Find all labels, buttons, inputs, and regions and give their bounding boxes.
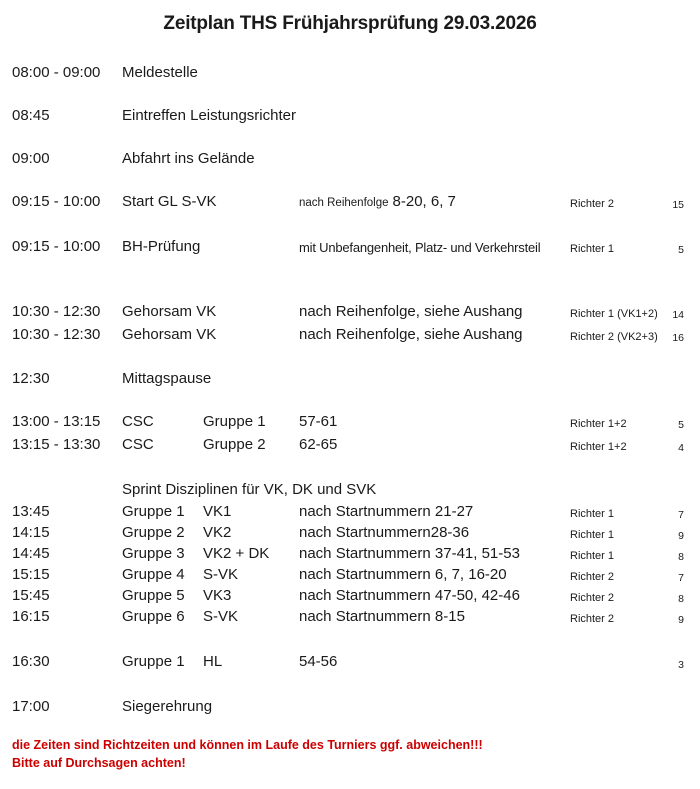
activity-cell: Meldestelle (122, 64, 198, 81)
judge-cell: Richter 2 (VK2+3) (570, 331, 658, 343)
time-cell: 16:30 (12, 653, 50, 670)
schedule-row (0, 608, 700, 627)
judge-cell: Richter 1 (570, 550, 615, 562)
group-cell: VK2 (203, 524, 232, 541)
group-cell: HL (203, 653, 223, 670)
schedule-row (0, 545, 700, 564)
time-cell: 12:30 (12, 370, 50, 387)
time-cell: 09:00 (12, 150, 50, 167)
footer-warning (12, 736, 483, 772)
time-cell: 10:30 - 12:30 (12, 326, 101, 343)
schedule-row (0, 566, 700, 585)
activity-cell: Gruppe 5 (122, 587, 185, 604)
schedule-row (0, 326, 700, 345)
activity-cell: Gruppe 1 (122, 503, 185, 520)
group-cell: VK1 (203, 503, 232, 520)
schedule-row (0, 436, 700, 455)
activity-cell: Start GL S-VK (122, 193, 217, 210)
count-cell: 3 (678, 659, 684, 671)
judge-cell: Richter 1 (VK1+2) (570, 308, 658, 320)
activity-cell: CSC (122, 413, 154, 430)
group-cell: VK2 + DK (203, 545, 270, 562)
activity-cell: Abfahrt ins Gelände (122, 150, 255, 167)
schedule-row (0, 413, 700, 432)
time-cell: 14:15 (12, 524, 50, 541)
time-cell: 09:15 - 10:00 (12, 193, 101, 210)
time-cell: 13:45 (12, 503, 50, 520)
group-cell: Gruppe 1 (203, 413, 266, 430)
detail-cell: nach Reihenfolge, siehe Aushang (299, 303, 523, 320)
count-cell: 16 (672, 332, 684, 344)
count-cell: 9 (678, 530, 684, 542)
detail-cell: nach Startnummern 8-15 (299, 608, 465, 625)
schedule-row (0, 150, 700, 169)
time-cell: 14:45 (12, 545, 50, 562)
detail-cell: mit Unbefangenheit, Platz- und Verkehrsteil (299, 240, 541, 255)
detail-cell: nach Startnummern 47-50, 42-46 (299, 587, 520, 604)
activity-cell: Gruppe 2 (122, 524, 185, 541)
group-cell: S-VK (203, 608, 239, 625)
count-cell: 9 (678, 614, 684, 626)
count-cell: 7 (678, 509, 684, 521)
time-cell: 13:15 - 13:30 (12, 436, 101, 453)
page-title: Zeitplan THS Frühjahrsprüfung 29.03.2026 (163, 13, 537, 34)
footer-line-2: Bitte auf Durchsagen achten! (12, 756, 186, 770)
schedule-row (0, 370, 700, 389)
detail-text: 8-20, 6, 7 (392, 193, 456, 210)
judge-cell: Richter 2 (570, 198, 615, 210)
judge-cell: Richter 2 (570, 571, 615, 583)
count-cell: 5 (678, 419, 684, 431)
schedule-row (0, 107, 700, 126)
group-cell: Gruppe 2 (203, 436, 266, 453)
time-cell: 13:00 - 13:15 (12, 413, 101, 430)
schedule-row (0, 303, 700, 322)
activity-cell: BH-Prüfung (122, 238, 201, 255)
judge-cell: Richter 1+2 (570, 418, 627, 430)
judge-cell: Richter 1 (570, 529, 615, 541)
count-cell: 5 (678, 244, 684, 256)
schedule-row (0, 503, 700, 522)
activity-cell: Gruppe 3 (122, 545, 185, 562)
schedule-row (0, 653, 700, 672)
time-cell: 16:15 (12, 608, 50, 625)
count-cell: 7 (678, 572, 684, 584)
time-cell: 15:15 (12, 566, 50, 583)
activity-cell: Gruppe 4 (122, 566, 185, 583)
activity-cell: Siegerehrung (122, 698, 213, 715)
activity-cell: CSC (122, 436, 154, 453)
detail-cell: nach Startnummern28-36 (299, 524, 470, 541)
section-header: Sprint Disziplinen für VK, DK und SVK (122, 481, 377, 498)
count-cell: 4 (678, 442, 684, 454)
judge-cell: Richter 1+2 (570, 441, 627, 453)
detail-cell (299, 193, 456, 212)
count-cell: 8 (678, 551, 684, 563)
activity-cell: Gehorsam VK (122, 326, 217, 343)
time-cell: 17:00 (12, 698, 50, 715)
detail-cell: 62-65 (299, 436, 338, 453)
schedule-row (0, 524, 700, 543)
time-cell: 10:30 - 12:30 (12, 303, 101, 320)
time-cell: 09:15 - 10:00 (12, 238, 101, 255)
activity-cell: Mittagspause (122, 370, 212, 387)
footer-line-1: die Zeiten sind Richtzeiten und können im Laufe des Turniers ggf. abweichen!!! (12, 738, 483, 752)
section-header-row (0, 481, 700, 500)
detail-cell: 54-56 (299, 653, 338, 670)
activity-cell: Gehorsam VK (122, 303, 217, 320)
detail-cell: nach Reihenfolge, siehe Aushang (299, 326, 523, 343)
activity-cell: Gruppe 1 (122, 653, 185, 670)
judge-cell: Richter 1 (570, 243, 615, 255)
schedule-row (0, 698, 700, 717)
time-cell: 08:45 (12, 107, 50, 124)
group-cell: S-VK (203, 566, 239, 583)
group-cell: VK3 (203, 587, 232, 604)
schedule-row (0, 587, 700, 606)
schedule-row (0, 238, 700, 257)
activity-cell: Eintreffen Leistungsrichter (122, 107, 296, 124)
count-cell: 15 (672, 199, 684, 211)
time-cell: 15:45 (12, 587, 50, 604)
schedule-row (0, 64, 700, 83)
time-cell: 08:00 - 09:00 (12, 64, 101, 81)
judge-cell: Richter 1 (570, 508, 615, 520)
judge-cell: Richter 2 (570, 613, 615, 625)
detail-prefix: nach Reihenfolge (299, 197, 389, 209)
judge-cell: Richter 2 (570, 592, 615, 604)
count-cell: 8 (678, 593, 684, 605)
count-cell: 14 (672, 309, 684, 321)
activity-cell: Gruppe 6 (122, 608, 185, 625)
detail-cell: 57-61 (299, 413, 338, 430)
schedule-row (0, 193, 700, 212)
detail-cell: nach Startnummern 21-27 (299, 503, 474, 520)
detail-cell: nach Startnummern 6, 7, 16-20 (299, 566, 507, 583)
detail-cell: nach Startnummern 37-41, 51-53 (299, 545, 520, 562)
